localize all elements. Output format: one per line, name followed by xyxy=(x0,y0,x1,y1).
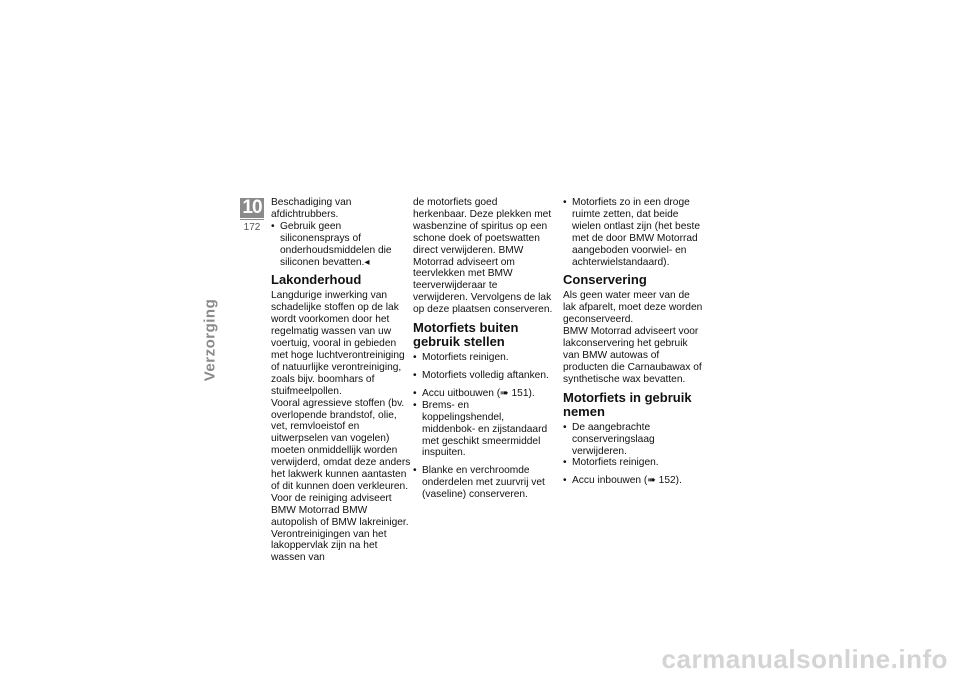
paragraph: Als geen water meer van de lak afparelt, moet deze worden geconserveerd. xyxy=(563,290,703,326)
list-item: • Accu uitbouwen (➠ 151). xyxy=(413,388,553,400)
list-item: • De aangebrachte conserveringslaag verwijderen. xyxy=(563,422,703,458)
paragraph: de motorfiets goed herkenbaar. Deze plekken met wasbenzine of spiritus op een schone doek of poetswatten direct verwijderen. BMW Motorrad adviseert om teervlekken met BMW teerverwijderaar te verwijderen. Vervolgens de lak op deze plaatsen conserveren. xyxy=(413,197,553,316)
list-item: • Motorfiets zo in een droge ruimte zetten, dat beide wielen ontlast zijn (het beste met de door BMW Motorrad aangeboden voorwiel- en achterwielstandaard). xyxy=(563,197,703,268)
chapter-number-tab xyxy=(240,198,264,218)
chapter-number: 10 xyxy=(242,197,262,218)
paragraph: Vooral agressieve stoffen (bv. overlopende brandstof, olie, vet, remvloeistof en uitwerpselen van vogelen) moeten onmiddellijk worden verwijderd, omdat deze anders het lakwerk kunnen aantasten of dit kunnen doen verkleuren. Voor de reiniging adviseert BMW Motorrad BMW autopolish of BMW lakreiniger. xyxy=(271,397,411,528)
section-side-label: Verzorging xyxy=(201,298,219,382)
heading-buiten-gebruik: Motorfiets buiten gebruik stellen xyxy=(413,320,519,350)
text-column-1 xyxy=(271,197,411,564)
list-item: • Accu inbouwen (➠ 152). xyxy=(563,475,703,487)
paragraph: Langdurige inwerking van schadelijke stoffen op de lak wordt voorkomen door het regelmatig wassen van uw voertuig, vooral in gebieden met hoge luchtverontreiniging of natuurlijke verontreiniging, zoals bijv. boomhars of stuifmeelpollen. xyxy=(271,290,405,397)
list-item: • Brems- en koppelingshendel, middenbok- en zijstandaard met geschikt smeermiddel inspuiten. xyxy=(413,400,553,460)
list-item: • Motorfiets reinigen. xyxy=(413,352,553,364)
heading-lakonderhoud: Lakonderhoud xyxy=(271,272,362,288)
list-item: • Motorfiets reinigen. xyxy=(563,457,703,469)
watermark: carmanualsonline.info xyxy=(661,644,948,674)
text-column-3 xyxy=(563,197,703,487)
text-column-2 xyxy=(413,197,553,501)
page-number: 172 xyxy=(243,222,261,233)
page-number-divider xyxy=(240,219,264,220)
paragraph: Verontreinigingen van het lakoppervlak zijn na het wassen van xyxy=(271,528,387,564)
list-item: • Motorfiets volledig aftanken. xyxy=(413,370,553,382)
paragraph: Beschadiging van afdichtrubbers. xyxy=(271,197,352,220)
heading-in-gebruik-nemen: Motorfiets in gebruik nemen xyxy=(563,389,692,419)
list-item: • Gebruik geen siliconensprays of onderhoudsmiddelen die siliconen bevatten.◂ xyxy=(271,221,411,269)
paragraph: BMW Motorrad adviseert voor lakconservering het gebruik van BMW autowas of producten die Carnaubawax of synthetische wax bevatten. xyxy=(563,326,702,385)
heading-conservering: Conservering xyxy=(563,272,647,288)
list-item: • Blanke en verchroomde onderdelen met zuurvrij vet (vaseline) conserveren. xyxy=(413,465,553,501)
